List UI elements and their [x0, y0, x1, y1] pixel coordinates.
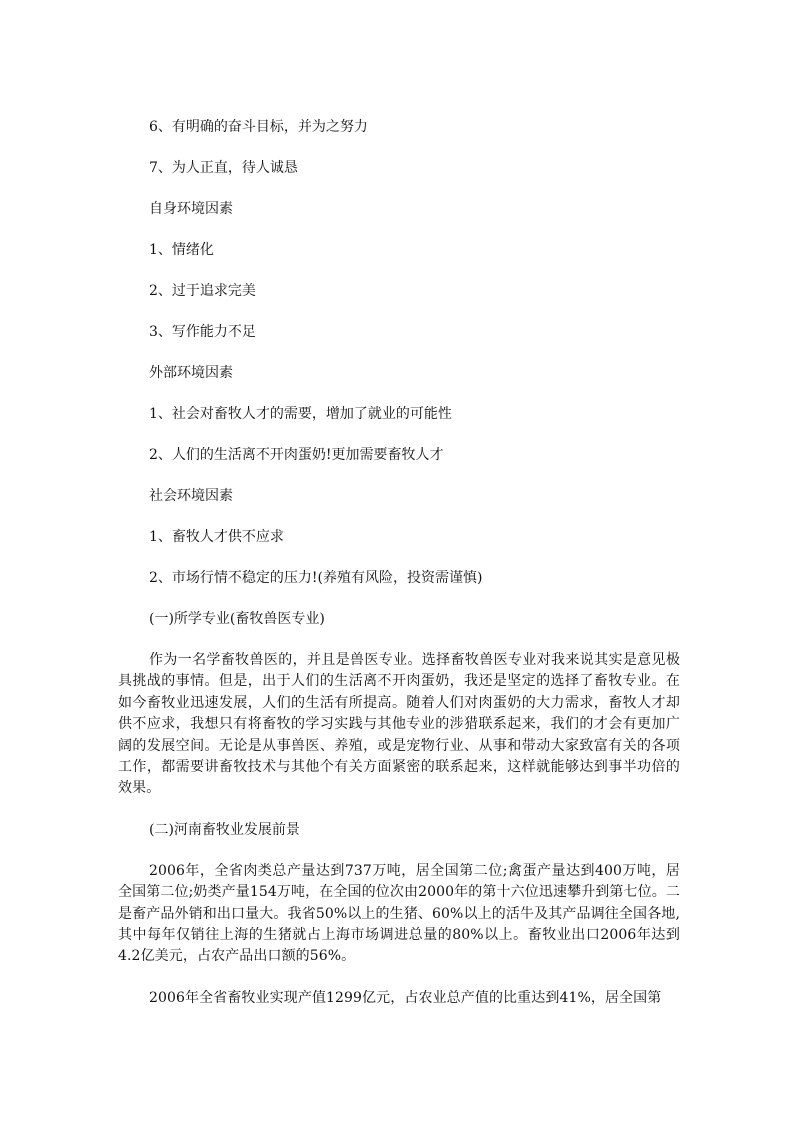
paragraph-major: 作为一名学畜牧兽医的，并且是兽医专业。选择畜牧兽医专业对我来说其实是意见极具挑战的事情。但是，出于人们的生活离不开肉蛋奶，我还是坚定的选择了畜牧专业。在如今畜牧业迅速发展，人们的生活有所提高。随着人们对肉蛋奶的大力需求，畜牧人才却供不应求，我想只有将畜牧的学习实践与其他专业的涉猎联系起来，我们的才会有更加广阔的发展空间。无论是从事兽医、养殖，或是宠物行业、从事和带动大家致富有关的各项工作，都需要讲畜牧技术与其他个有关方面紧密的联系起来，这样就能够达到事半功倍的效果。	[118, 652, 680, 797]
list-item-perfectionism: 2、过于追求完美	[149, 283, 256, 299]
list-item-social-demand: 1、社会对畜牧人才的需要，增加了就业的可能性	[149, 406, 452, 422]
list-item-integrity: 7、为人正直，待人诚恳	[149, 160, 298, 176]
list-item-emotional: 1、情绪化	[149, 242, 214, 258]
paragraph-output-value: 2006年全省畜牧业实现产值1299亿元，占农业总产值的比重达到41%，居全国第	[149, 989, 662, 1006]
list-item-market-pressure: 2、市场行情不稳定的压力!(养殖有风险，投资需谨慎)	[149, 570, 483, 586]
paragraph-henan-stats: 2006年，全省肉类总产量达到737万吨，居全国第二位;禽蛋产量达到400万吨，居全国第二位;奶类产量154万吨，在全国的位次由2000年的第十六位迅速攀升到第七位。二是畜产品外销和出口量大。我省50%以上的生猪、60%以上的活牛及其产品调往全国各地,其中每年仅销往上海的生猪就占上海市场调进总量的80%以上。畜牧业出口2006年达到4.2亿美元，占农产品出口额的56%。	[118, 862, 680, 965]
section-heading-social-environment: 社会环境因素	[149, 488, 233, 504]
document-body	[118, 117, 680, 1029]
list-item-writing: 3、写作能力不足	[149, 324, 256, 340]
list-item-shortage: 1、畜牧人才供不应求	[149, 529, 284, 545]
section-heading-henan-outlook: (二)河南畜牧业发展前景	[149, 821, 300, 838]
list-item-goal: 6、有明确的奋斗目标，并为之努力	[149, 119, 368, 135]
section-heading-major: (一)所学专业(畜牧兽医专业)	[149, 611, 325, 627]
section-heading-external-environment: 外部环境因素	[149, 365, 233, 381]
list-item-daily-needs: 2、人们的生活离不开肉蛋奶!更加需要畜牧人才	[149, 447, 444, 463]
section-heading-self-environment: 自身环境因素	[149, 201, 233, 217]
